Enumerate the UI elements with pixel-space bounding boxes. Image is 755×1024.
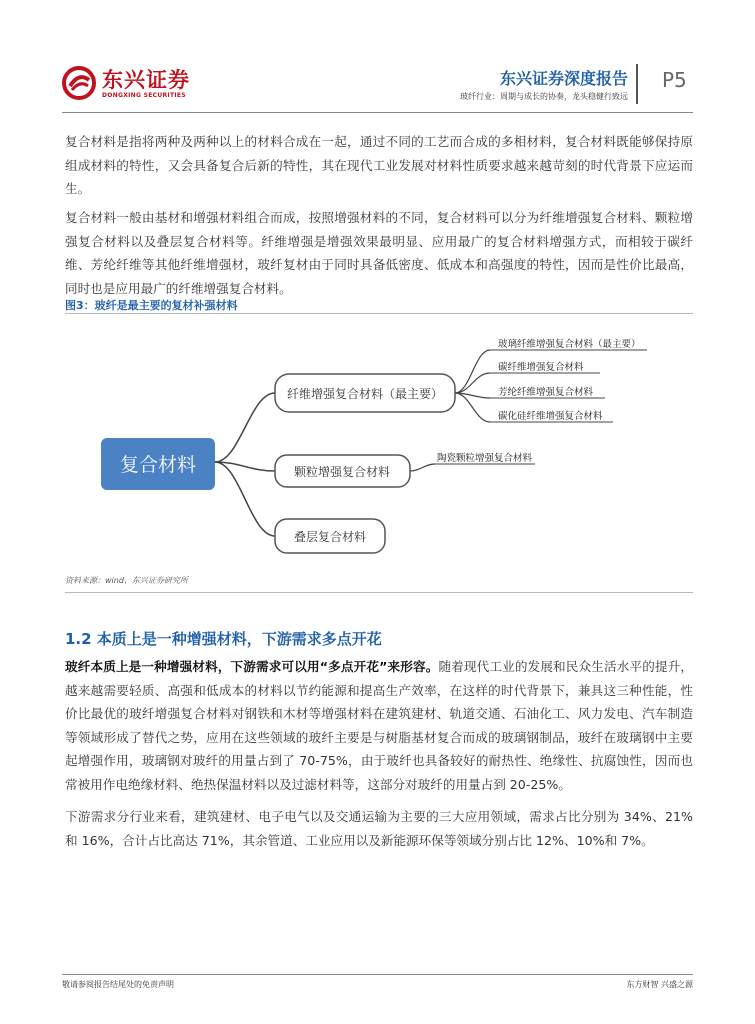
connector-root-particle bbox=[215, 462, 275, 471]
header-divider bbox=[636, 64, 638, 104]
report-subtitle: 玻纤行业：周期与成长的协奏，龙头稳健行致远 bbox=[460, 92, 628, 101]
root-node-label: 复合材料 bbox=[119, 454, 197, 476]
figure-bottom-rule bbox=[65, 592, 693, 593]
leaf-glass-fiber: 玻璃纤维增强复合材料（最主要） bbox=[498, 339, 641, 350]
logo-text: 东兴证券 bbox=[102, 68, 190, 92]
footer-rule bbox=[62, 974, 693, 975]
paragraph-4: 下游需求分行业来看，建筑建材、电子电气以及交通运输为主要的三大应用领域，需求占比分别为 34%、21% 和 16%，合计占比高达 71%，其余管道、工业应用以及新能源环保等领域分别占比 12%、10%和 7%。 bbox=[65, 809, 693, 848]
header-rule bbox=[62, 112, 693, 113]
logo-icon bbox=[62, 66, 96, 100]
leaf-sic-fiber: 碳化硅纤维增强复合材料 bbox=[498, 411, 603, 422]
figure-title: 图3：玻纤是最主要的复材补强材料 bbox=[65, 299, 238, 312]
report-title: 东兴证券深度报告 bbox=[499, 69, 628, 88]
figure-source: 资料来源：wind、东兴证券研究所 bbox=[65, 576, 188, 585]
paragraph-1: 复合材料是指将两种及两种以上的材料合成在一起，通过不同的工艺而合成的多相材料，复合材料既能够保持原组成材料的特性，又会具备复合后新的特性，其在现代工业发展对材料性质要求越来越苛刻的时代背景下应运而生。 bbox=[65, 134, 693, 196]
branch-node-laminate-label: 叠层复合材料 bbox=[293, 530, 367, 544]
paragraph-3-body: 随着现代工业的发展和民众生活水平的提升，越来越需要轻质、高强和低成本的材料以节约能源和提高生产效率，在这样的时代背景下，兼具这三种性能，性价比最优的玻纤增强复合材料对钢铁和木材等增强材料在建筑建材、轨道交通、石油化工、风力发电、汽车制造等领域形成了替代之势，应用在这些领域的玻纤主要是与树脂基材复合而成的玻璃钢制品，玻纤在玻璃钢中主要起增强作用，玻璃钢对玻纤的用量占到了 70-75%，由于玻纤也具备较好的耐热性、绝缘性、抗腐蚀性，因而也常被用作电绝缘材料、绝热保温材料以及过滤材料等，这部分对玻纤的用量占到 20-25%。 bbox=[65, 659, 694, 792]
mind-map-diagram bbox=[65, 318, 693, 570]
branch-node-fiber-label: 纤维增强复合材料（最主要） bbox=[286, 387, 444, 401]
connector-particle-leaf-1 bbox=[410, 464, 435, 471]
connector-fiber-leaf-1 bbox=[455, 350, 490, 393]
leaf-carbon-fiber: 碳纤维增强复合材料 bbox=[498, 362, 584, 373]
page-number: P5 bbox=[662, 68, 687, 92]
branch-node-particle-label: 颗粒增强复合材料 bbox=[293, 465, 391, 479]
paragraph-3-lead: 玻纤本质上是一种增强材料，下游需求可以用“多点开花”来形容。 bbox=[65, 659, 439, 674]
leaf-aramid-fiber: 芳纶纤维增强复合材料 bbox=[498, 387, 594, 398]
paragraph-3 bbox=[65, 655, 693, 796]
leaf-ceramic-particle: 陶瓷颗粒增强复合材料 bbox=[437, 453, 533, 464]
logo-english-text: DONGXING SECURITIES bbox=[102, 92, 186, 99]
connector-root-laminate bbox=[215, 462, 275, 536]
section-title: 1.2 本质上是一种增强材料，下游需求多点开花 bbox=[65, 630, 382, 648]
connector-fiber-leaf-2 bbox=[455, 373, 490, 393]
connector-root-fiber bbox=[215, 393, 275, 462]
footer-disclaimer: 敬请参阅报告结尾处的免责声明 bbox=[62, 980, 174, 989]
footer-slogan: 东方财智 兴盛之源 bbox=[626, 980, 693, 989]
paragraph-2: 复合材料一般由基材和增强材料组合而成，按照增强材料的不同，复合材料可以分为纤维增强复合材料、颗粒增强复合材料以及叠层复合材料等。纤维增强是增强效果最明显、应用最广的复合材料增强方式，而相较于碳纤维、芳纶纤维等其他纤维增强材，玻纤复材由于同时具备低密度、低成本和高强度的特性，因而是性价比最高，同时也是应用最广的纤维增强复合材料。 bbox=[65, 210, 693, 296]
figure-top-rule bbox=[65, 313, 693, 314]
